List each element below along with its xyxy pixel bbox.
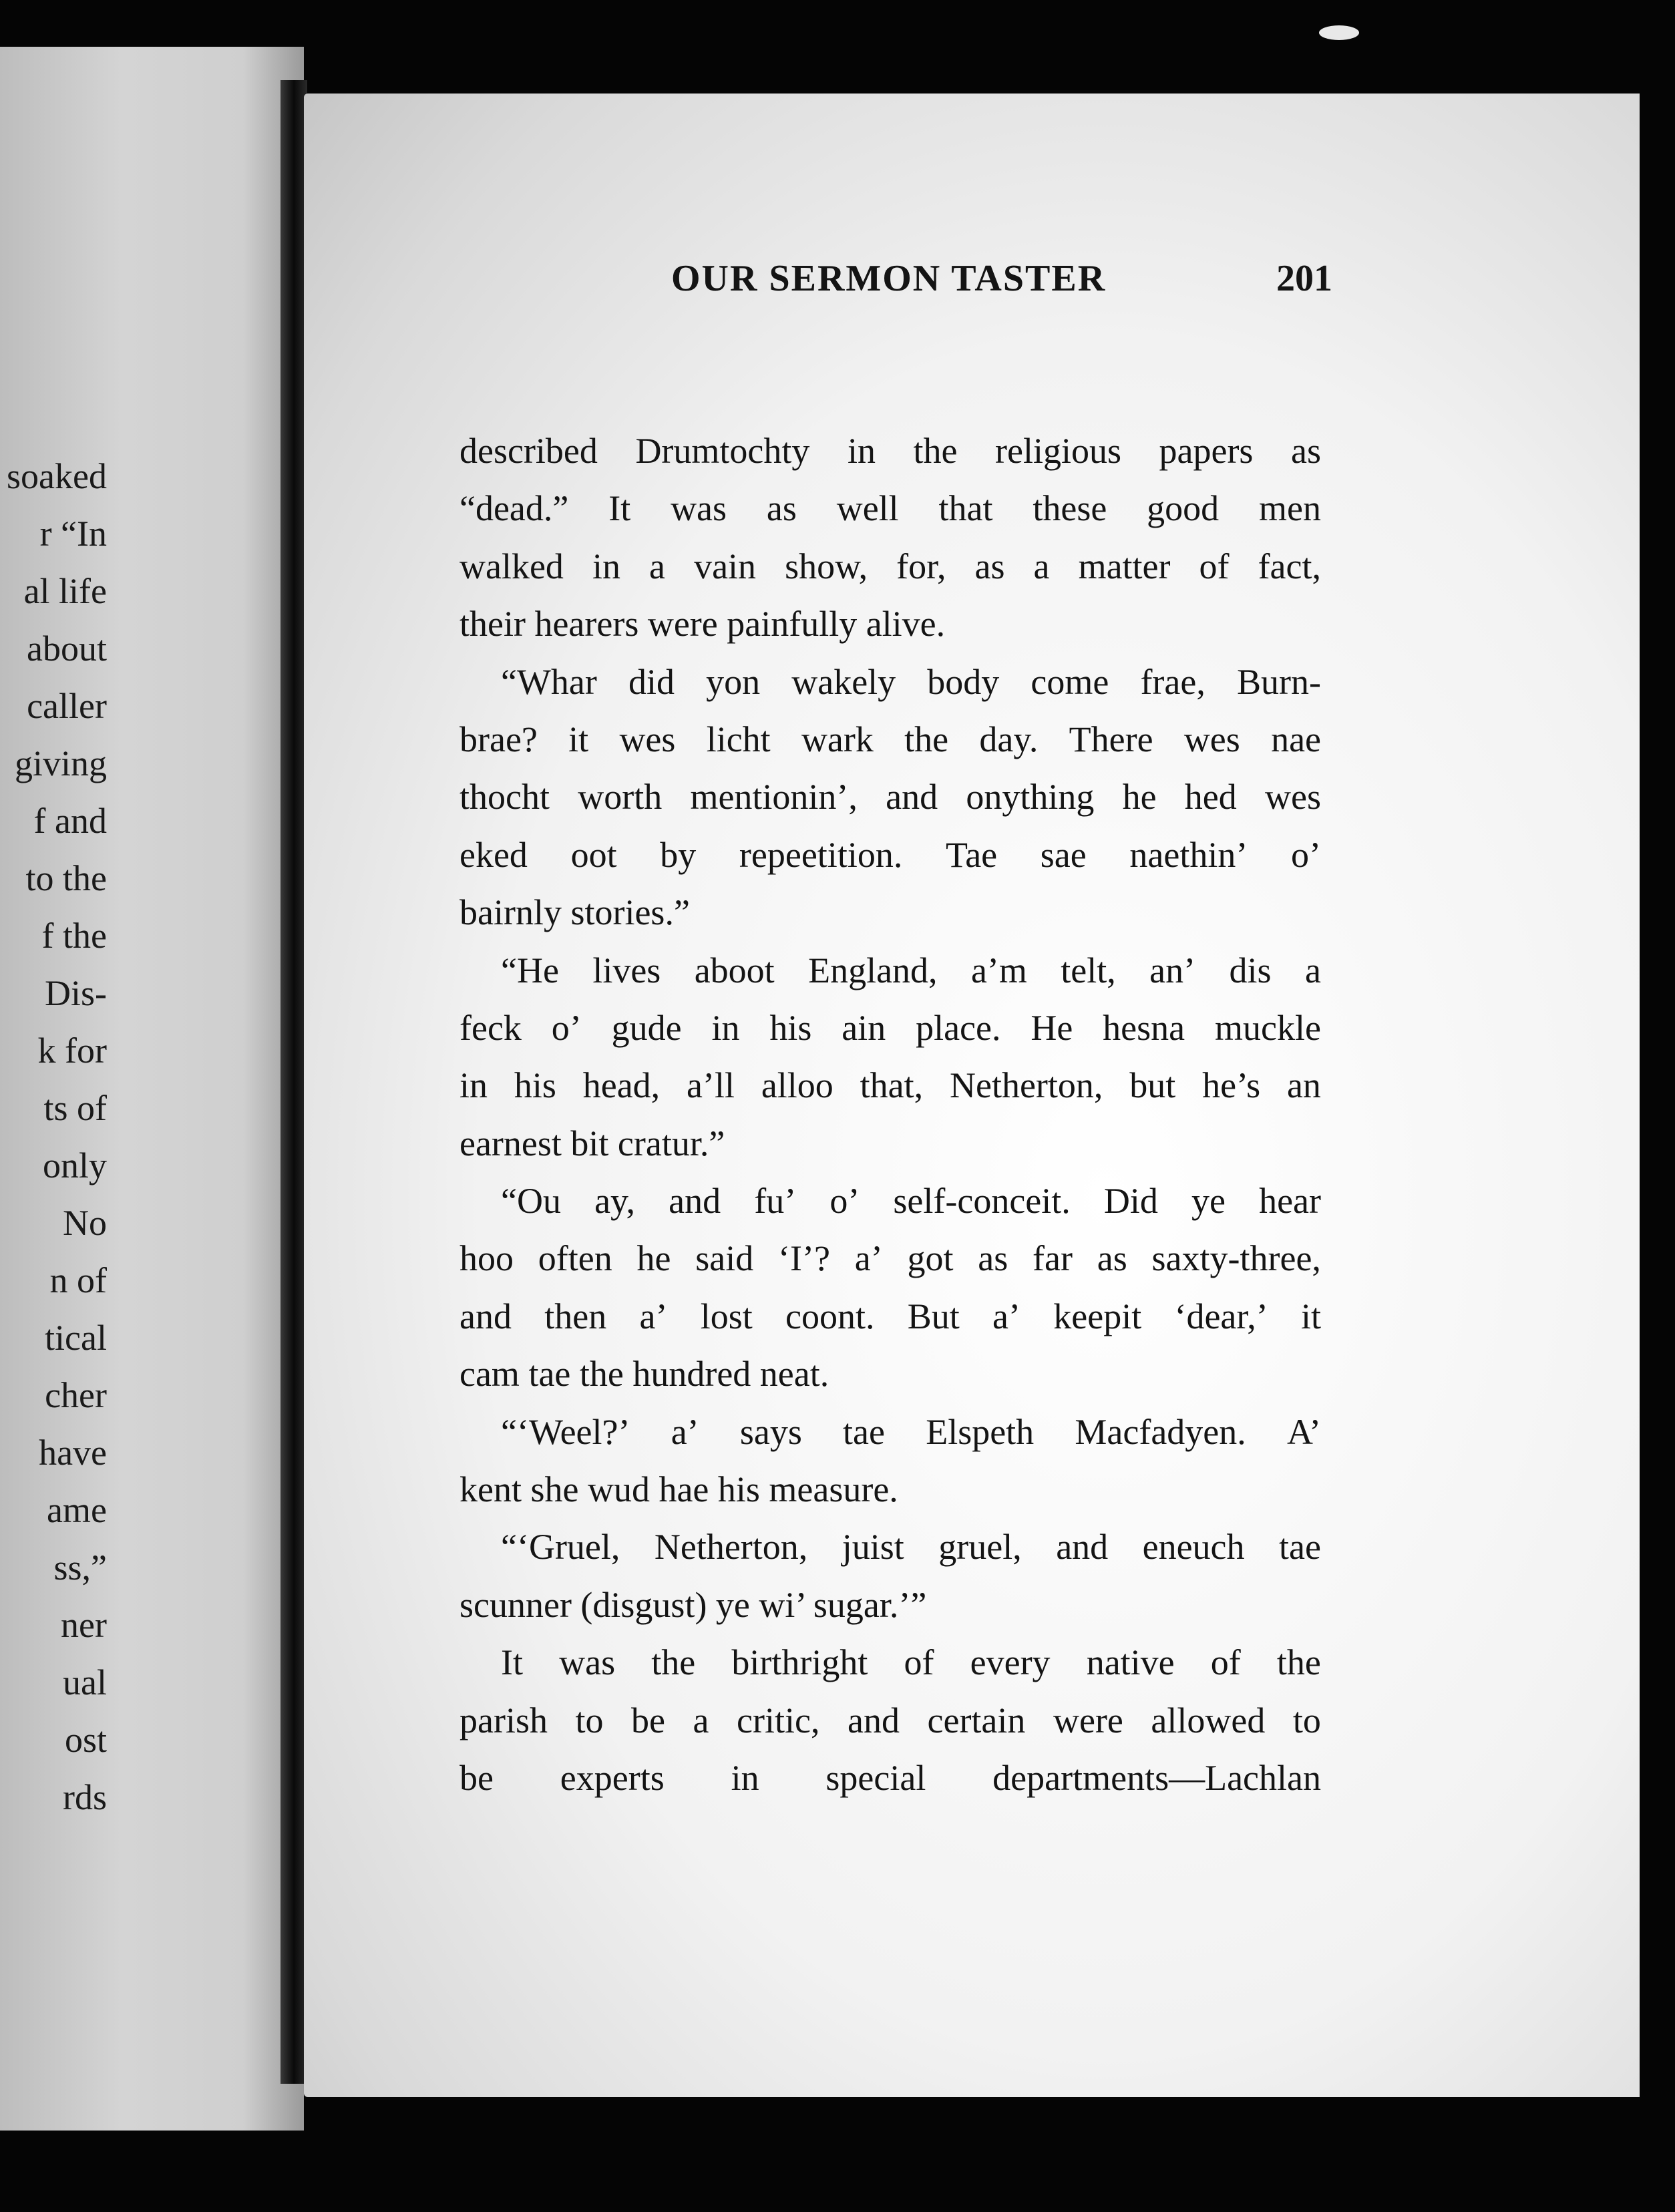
text-line: thocht worth mentionin’, and onything he hed wes bbox=[459, 777, 1321, 817]
left-line: only bbox=[42, 1145, 107, 1185]
text-line: “He lives aboot England, a’m telt, an’ dis a bbox=[501, 950, 1321, 990]
body-text bbox=[459, 422, 1321, 1807]
left-line: soaked bbox=[7, 456, 107, 496]
text-line: “‘Weel?’ a’ says tae Elspeth Macfadyen. A’ bbox=[501, 1411, 1321, 1452]
left-line: rds bbox=[63, 1777, 107, 1817]
text-line: be experts in special departments—Lachlan bbox=[459, 1757, 1321, 1798]
running-head-title: OUR SERMON TASTER bbox=[671, 258, 1107, 299]
text-line: scunner (disgust) ye wi’ sugar.’” bbox=[459, 1584, 927, 1625]
text-line: “‘Gruel, Netherton, juist gruel, and eneuch tae bbox=[501, 1527, 1321, 1568]
text-line: and then a’ lost coont. But a’ keepit ‘dear,’ it bbox=[459, 1296, 1321, 1336]
text-line: parish to be a critic, and certain were allowed to bbox=[459, 1700, 1321, 1740]
left-line: ual bbox=[63, 1662, 107, 1702]
left-line: tical bbox=[45, 1318, 107, 1358]
left-line: al life bbox=[23, 571, 107, 611]
left-line: to the bbox=[25, 858, 107, 898]
text-line: brae? it wes licht wark the day. There wes nae bbox=[459, 719, 1321, 759]
text-line: described Drumtochty in the religious papers as bbox=[459, 431, 1321, 471]
text-line: their hearers were painfully alive. bbox=[459, 604, 946, 644]
left-line: n of bbox=[49, 1260, 107, 1300]
text-line: “Whar did yon wakely body come frae, Burn- bbox=[501, 661, 1321, 702]
text-line: It was the birthright of every native of the bbox=[501, 1642, 1321, 1683]
left-line: have bbox=[39, 1433, 107, 1473]
scan-speck bbox=[1319, 25, 1359, 40]
left-line: f and bbox=[33, 801, 107, 841]
text-line: in his head, a’ll alloo that, Netherton, but he’s an bbox=[459, 1065, 1321, 1106]
text-line: walked in a vain show, for, as a matter of fact, bbox=[459, 546, 1321, 586]
text-line: “Ou ay, and fu’ o’ self-conceit. Did ye hear bbox=[501, 1181, 1321, 1222]
text-line: earnest bit cratur.” bbox=[459, 1123, 725, 1163]
left-line: giving bbox=[14, 743, 107, 783]
left-line: ost bbox=[64, 1720, 107, 1760]
page-number: 201 bbox=[1276, 258, 1332, 299]
left-line: r “In bbox=[39, 514, 107, 554]
left-page-text bbox=[0, 447, 107, 1826]
text-line: feck o’ gude in his ain place. He hesna muckle bbox=[459, 1007, 1321, 1048]
left-line: about bbox=[27, 628, 107, 669]
left-line: ss,” bbox=[53, 1547, 107, 1588]
text-line: cam tae the hundred neat. bbox=[459, 1354, 829, 1395]
running-head bbox=[364, 257, 1332, 311]
left-line: ame bbox=[47, 1490, 107, 1530]
text-line: eked oot by repeetition. Tae sae naethin’ o’ bbox=[459, 834, 1321, 875]
book-gutter bbox=[281, 80, 307, 2084]
left-line: cher bbox=[45, 1375, 107, 1415]
left-page-fragment bbox=[0, 47, 304, 2131]
text-line: bairnly stories.” bbox=[459, 892, 690, 933]
text-line: hoo often he said ‘I’? a’ got as far as saxty-three, bbox=[459, 1238, 1321, 1279]
left-line: Dis- bbox=[45, 973, 107, 1013]
left-line: caller bbox=[27, 686, 107, 726]
left-line: k for bbox=[37, 1031, 107, 1071]
left-line: No bbox=[63, 1203, 107, 1243]
left-line: ts of bbox=[43, 1088, 107, 1128]
text-line: “dead.” It was as well that these good men bbox=[459, 488, 1321, 529]
left-line: ner bbox=[61, 1605, 107, 1645]
text-line: kent she wud hae his measure. bbox=[459, 1469, 898, 1510]
left-line: f the bbox=[41, 916, 107, 956]
